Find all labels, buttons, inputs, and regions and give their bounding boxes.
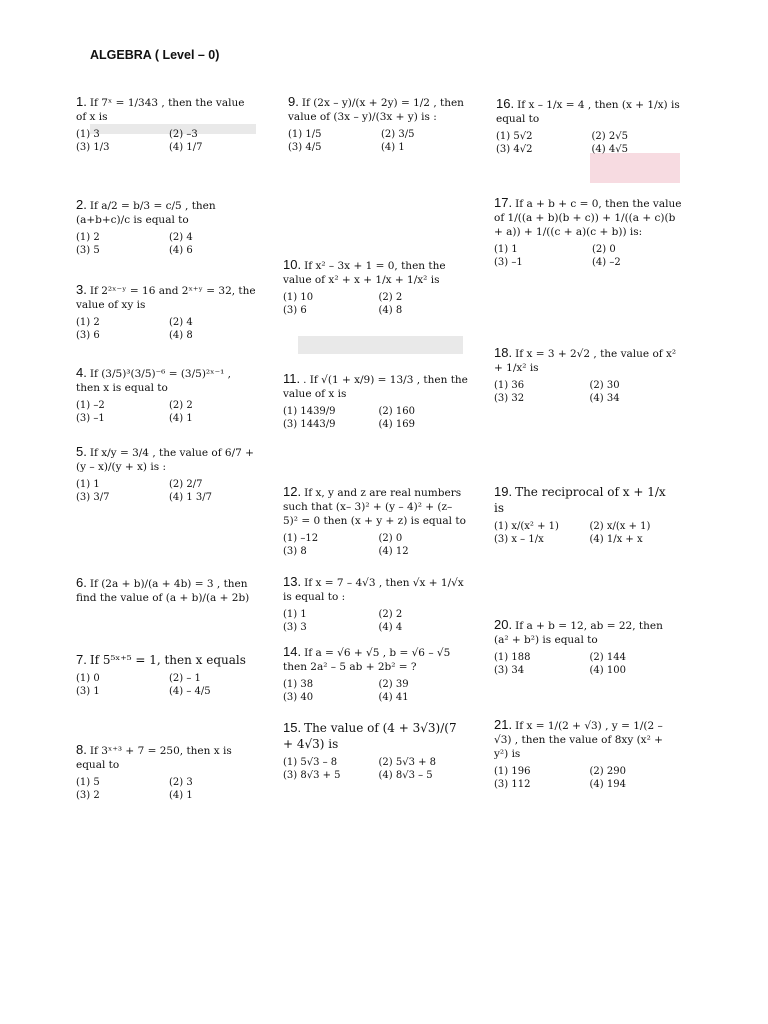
- question-19: [494, 484, 679, 546]
- option: (3) 8√3 + 5: [283, 770, 341, 781]
- highlight-answer: [590, 153, 680, 183]
- question-stem: [494, 718, 679, 761]
- question-7: [76, 652, 256, 698]
- question-text: If a + b + c = 0, then the value of 1/((a + b)(b + c)) + 1/((a + c)(b + a)) + 1/((c + a)(c + b)) is:: [494, 198, 682, 238]
- option: (4) –2: [592, 257, 621, 268]
- option: (1) 188: [494, 652, 531, 663]
- option: (3) 1443/9: [283, 419, 336, 430]
- question-stem: [283, 485, 468, 528]
- option: (2) –3: [169, 129, 198, 140]
- question-number: 17.: [494, 195, 513, 210]
- question-number: 11.: [283, 371, 301, 386]
- question-text: If x = 7 – 4√3 , then √x + 1/√x is equal to :: [283, 577, 464, 603]
- option: (3) 1/3: [76, 142, 110, 153]
- question-1: [76, 95, 256, 154]
- question-number: 5.: [76, 444, 87, 459]
- option: (2) 4: [169, 232, 193, 243]
- options: [496, 130, 681, 156]
- question-text: If (2a + b)/(a + 4b) = 3 , then find the value of (a + b)/(a + 2b): [76, 578, 250, 604]
- question-number: 6.: [76, 575, 87, 590]
- question-text: If x² – 3x + 1 = 0, then the value of x² + x + 1/x + 1/x² is: [283, 260, 446, 286]
- option: (4) – 4/5: [169, 686, 211, 697]
- question-number: 10.: [283, 257, 302, 272]
- question-number: 21.: [494, 717, 513, 732]
- option: (2) 4: [169, 317, 193, 328]
- options: [76, 128, 256, 154]
- option: (4) 1: [381, 142, 405, 153]
- question-text: . If √(1 + x/9) = 13/3 , then the value of x is: [283, 374, 468, 400]
- question-number: 15.: [283, 720, 302, 735]
- question-12: [283, 485, 468, 558]
- options: [494, 651, 679, 677]
- option: (3) 4√2: [496, 144, 533, 155]
- question-stem: [76, 198, 256, 227]
- option: (4) 1: [169, 790, 193, 801]
- question-13: [283, 575, 468, 634]
- question-stem: [494, 484, 679, 516]
- question-text: If 2²ˣ⁻ʸ = 16 and 2ˣ⁺ʸ = 32, the value of xy is: [76, 285, 256, 311]
- question-text: If a/2 = b/3 = c/5 , then (a+b+c)/c is equal to: [76, 200, 216, 226]
- question-number: 4.: [76, 365, 87, 380]
- question-20: [494, 618, 679, 677]
- options: [288, 128, 468, 154]
- option: (1) 5√3 – 8: [283, 757, 338, 768]
- option: (3) 32: [494, 393, 525, 404]
- question-6: [76, 576, 256, 605]
- question-2: [76, 198, 256, 257]
- options: [494, 520, 679, 546]
- question-stem: [76, 366, 256, 395]
- question-number: 16.: [496, 96, 515, 111]
- option: (4) 1/7: [169, 142, 203, 153]
- option: (3) 112: [494, 779, 531, 790]
- option: (2) 160: [378, 406, 415, 417]
- question-14: [283, 645, 468, 704]
- question-stem: [494, 196, 684, 239]
- option: (4) 1/x + x: [589, 534, 643, 545]
- option: (1) 3: [76, 129, 100, 140]
- question-text: The value of (4 + 3√3)/(7 + 4√3) is: [283, 721, 457, 751]
- option: (1) 10: [283, 292, 314, 303]
- option: (4) 34: [589, 393, 620, 404]
- option: (3) 34: [494, 665, 525, 676]
- option: (1) 5: [76, 777, 100, 788]
- option: (1) 2: [76, 232, 100, 243]
- question-stem: [283, 645, 468, 674]
- options: [76, 672, 256, 698]
- option: (2) – 1: [169, 673, 201, 684]
- question-stem: [283, 720, 468, 752]
- question-number: 18.: [494, 345, 513, 360]
- option: (2) 3: [169, 777, 193, 788]
- option: (2) 0: [592, 244, 616, 255]
- option: (3) 8: [283, 546, 307, 557]
- options: [76, 316, 256, 342]
- option: (4) 100: [589, 665, 626, 676]
- option: (1) 1/5: [288, 129, 322, 140]
- option: (4) 4√5: [591, 144, 628, 155]
- option: (1) 5√2: [496, 131, 533, 142]
- question-stem: [76, 283, 256, 312]
- question-stem: [283, 258, 468, 287]
- option: (2) 0: [378, 533, 403, 544]
- option: (3) x – 1/x: [494, 534, 544, 545]
- option: (1) 38: [283, 679, 314, 690]
- question-text: If a = √6 + √5 , b = √6 – √5 then 2a² – 5 ab + 2b² = ?: [283, 647, 451, 673]
- question-17: [494, 196, 684, 269]
- question-text: If (3/5)³(3/5)⁻⁶ = (3/5)²ˣ⁻¹ , then x is equal to: [76, 368, 232, 394]
- question-stem: [283, 575, 468, 604]
- options: [76, 478, 256, 504]
- option: (2) 290: [589, 766, 626, 777]
- options: [494, 379, 679, 405]
- option: (3) 2: [76, 790, 100, 801]
- question-text: If x/y = 3/4 , the value of 6/7 + (y – x)/(y + x) is :: [76, 447, 254, 473]
- option: (1) 0: [76, 673, 100, 684]
- question-number: 1.: [76, 94, 87, 109]
- option: (1) 36: [494, 380, 525, 391]
- option: (2) 2√5: [591, 131, 628, 142]
- option: (4) 4: [378, 622, 403, 633]
- question-number: 2.: [76, 197, 87, 212]
- option: (4) 6: [169, 245, 193, 256]
- question-stem: [494, 346, 679, 375]
- options: [494, 243, 684, 269]
- option: (2) 2: [378, 292, 403, 303]
- question-8: [76, 743, 256, 802]
- option: (1) 2: [76, 317, 100, 328]
- option: (3) –1: [76, 413, 105, 424]
- question-18: [494, 346, 679, 405]
- question-stem: [283, 372, 468, 401]
- options: [283, 405, 468, 431]
- option: (3) 3/7: [76, 492, 110, 503]
- question-number: 20.: [494, 617, 513, 632]
- question-text: If x = 1/(2 + √3) , y = 1/(2 – √3) , then the value of 8xy (x² + y²) is: [494, 720, 663, 760]
- question-text: If x, y and z are real numbers such that (x– 3)² + (y – 4)² + (z– 5)² = 0 then (x + y + z) is equal to: [283, 487, 466, 527]
- option: (3) –1: [494, 257, 523, 268]
- option: (2) 30: [589, 380, 620, 391]
- question-stem: [76, 743, 256, 772]
- question-stem: [496, 97, 681, 126]
- option: (4) 8: [378, 305, 403, 316]
- option: (3) 3: [283, 622, 307, 633]
- question-21: [494, 718, 679, 791]
- options: [494, 765, 679, 791]
- options: [76, 776, 256, 802]
- question-number: 8.: [76, 742, 87, 757]
- question-text: If 3ˣ⁺³ + 7 = 250, then x is equal to: [76, 745, 232, 771]
- options: [283, 678, 468, 704]
- question-11: [283, 372, 468, 431]
- question-stem: [76, 95, 256, 124]
- option: (4) 1: [169, 413, 193, 424]
- question-number: 3.: [76, 282, 87, 297]
- option: (1) x/(x² + 1): [494, 521, 559, 532]
- option: (2) 2/7: [169, 479, 203, 490]
- options: [283, 756, 468, 782]
- option: (2) x/(x + 1): [589, 521, 651, 532]
- question-stem: [494, 618, 679, 647]
- option: (4) 169: [378, 419, 415, 430]
- question-text: If (2x – y)/(x + 2y) = 1/2 , then value of (3x – y)/(3x + y) is :: [288, 97, 464, 123]
- question-10: [283, 258, 468, 317]
- option: (1) 196: [494, 766, 531, 777]
- question-4: [76, 366, 256, 425]
- question-text: If x – 1/x = 4 , then (x + 1/x) is equal to: [496, 99, 680, 125]
- question-number: 9.: [288, 94, 299, 109]
- option: (3) 6: [76, 330, 100, 341]
- question-9: [288, 95, 468, 154]
- option: (3) 1: [76, 686, 100, 697]
- option: (2) 2: [169, 400, 193, 411]
- option: (2) 39: [378, 679, 409, 690]
- question-stem: [76, 445, 256, 474]
- option: (1) 1: [76, 479, 100, 490]
- option: (4) 1 3/7: [169, 492, 212, 503]
- question-3: [76, 283, 256, 342]
- option: (4) 8: [169, 330, 193, 341]
- option: (1) –2: [76, 400, 105, 411]
- question-number: 12.: [283, 484, 302, 499]
- options: [283, 532, 468, 558]
- question-16: [496, 97, 681, 156]
- question-number: 19.: [494, 484, 513, 499]
- option: (4) 8√3 – 5: [378, 770, 433, 781]
- option: (3) 40: [283, 692, 314, 703]
- option: (1) 1: [283, 609, 307, 620]
- option: (3) 4/5: [288, 142, 322, 153]
- scan-shading: [298, 336, 463, 354]
- question-number: 7.: [76, 652, 87, 667]
- option: (2) 144: [589, 652, 626, 663]
- option: (4) 41: [378, 692, 409, 703]
- question-5: [76, 445, 256, 504]
- question-stem: [76, 576, 256, 605]
- options: [283, 608, 468, 634]
- option: (4) 194: [589, 779, 626, 790]
- page-title: ALGEBRA ( Level – 0): [90, 48, 220, 62]
- options: [76, 231, 256, 257]
- option: (4) 12: [378, 546, 409, 557]
- option: (3) 6: [283, 305, 307, 316]
- question-text: If a + b = 12, ab = 22, then (a² + b²) is equal to: [494, 620, 663, 646]
- options: [76, 399, 256, 425]
- option: (2) 3/5: [381, 129, 415, 140]
- question-text: If 5⁵ˣ⁺⁵ = 1, then x equals: [89, 653, 246, 667]
- option: (2) 5√3 + 8: [378, 757, 437, 768]
- question-15: [283, 720, 468, 782]
- option: (3) 5: [76, 245, 100, 256]
- question-text: If 7ˣ = 1/343 , then the value of x is: [76, 97, 245, 123]
- option: (1) 1: [494, 244, 518, 255]
- question-stem: [288, 95, 468, 124]
- question-stem: [76, 652, 256, 668]
- option: (1) 1439/9: [283, 406, 336, 417]
- option: (1) –12: [283, 533, 319, 544]
- options: [283, 291, 468, 317]
- question-text: The reciprocal of x + 1/x is: [494, 485, 666, 515]
- question-number: 13.: [283, 574, 302, 589]
- question-number: 14.: [283, 644, 302, 659]
- option: (2) 2: [378, 609, 403, 620]
- question-text: If x = 3 + 2√2 , the value of x² + 1/x² is: [494, 348, 677, 374]
